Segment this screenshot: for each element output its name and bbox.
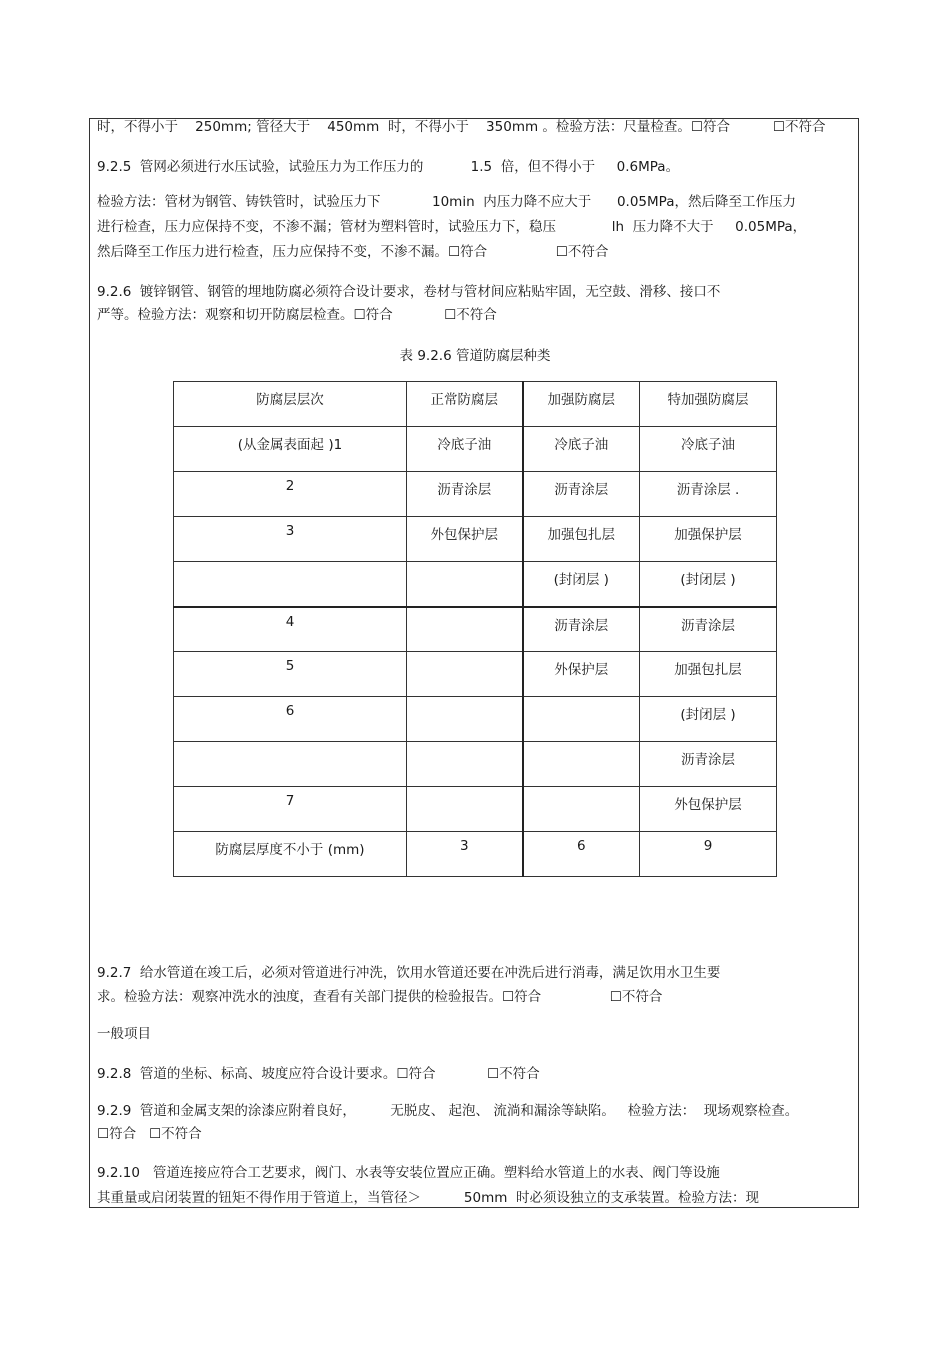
clause-9-2-9: 9.2.9 管道和金属支架的涂漆应附着良好， 无脱皮、 起泡、 流淌和漏涂等缺陷。 检验方法： 现场观察检查。 (97, 1103, 799, 1119)
clause-9-2-8: 9.2.8 管道的坐标、标高、坡度应符合设计要求。☐符合 ☐不符合 (97, 1066, 540, 1082)
table-row (174, 562, 777, 607)
table-cell: 冷底子油 (407, 427, 523, 472)
table-row (174, 697, 777, 742)
paragraph-line: 进行检查，压力应保持不变，不渗不漏；管材为塑料管时，试验压力下，稳压 lh 压力降不大于 0.05MPa， (97, 219, 807, 235)
table-header-row (174, 382, 777, 427)
table-cell: 沥青涂层 . (640, 472, 777, 517)
table-row (174, 652, 777, 697)
clause-9-2-10: 9.2.10 管道连接应符合工艺要求，阀门、水表等安装位置应正确。塑料给水管道上的水表、阀门等设施 (97, 1165, 720, 1181)
table-cell (523, 742, 640, 787)
table-cell (407, 562, 523, 607)
paragraph-line: 时，不得小于 250mm; 管径大于 450mm 时，不得小于 350mm 。检验方法：尺量检查。☐符合 ☐不符合 (97, 119, 826, 135)
clause-9-2-5: 9.2.5 管网必须进行水压试验，试验压力为工作压力的 1.5 倍，但不得小于 0.6MPa。 (97, 159, 680, 175)
table-cell: 外包保护层 (640, 787, 777, 832)
section-heading: 一般项目 (97, 1026, 151, 1042)
table-cell (407, 787, 523, 832)
table-cell: 沥青涂层 (640, 742, 777, 787)
table-cell: (封闭层 ) (523, 562, 640, 607)
table-cell (523, 697, 640, 742)
table-cell: 6 (174, 697, 407, 742)
table-cell: 3 (407, 832, 523, 877)
table-row (174, 517, 777, 562)
table-header-cell: 防腐层层次 (174, 382, 407, 427)
paragraph-line: 检验方法：管材为钢管、铸铁管时，试验压力下 10min 内压力降不应大于 0.05MPa，然后降至工作压力 (97, 194, 796, 210)
table-cell: 冷底子油 (523, 427, 640, 472)
table-header-cell: 特加强防腐层 (640, 382, 777, 427)
clause-9-2-6: 9.2.6 镀锌钢管、钢管的埋地防腐必须符合设计要求，卷材与管材间应粘贴牢固，无空鼓、滑移、接口不 (97, 284, 721, 300)
table-cell: 沥青涂层 (407, 472, 523, 517)
paragraph-line: 严等。检验方法：观察和切开防腐层检查。☐符合 ☐不符合 (97, 307, 497, 323)
table-cell: 沥青涂层 (523, 607, 640, 652)
table-cell: (封闭层 ) (640, 697, 777, 742)
table-cell: 4 (174, 607, 407, 652)
table-cell: (从金属表面起 )1 (174, 427, 407, 472)
table-row (174, 427, 777, 472)
table-cell: 7 (174, 787, 407, 832)
table-cell: 3 (174, 517, 407, 562)
paragraph-line: 然后降至工作压力进行检查，压力应保持不变，不渗不漏。☐符合 ☐不符合 (97, 244, 609, 260)
table-cell: 6 (523, 832, 640, 877)
table-cell (407, 607, 523, 652)
paragraph-line: ☐符合 ☐不符合 (97, 1126, 202, 1142)
table-row (174, 742, 777, 787)
table-cell: 冷底子油 (640, 427, 777, 472)
table-cell: (封闭层 ) (640, 562, 777, 607)
table-cell: 加强包扎层 (523, 517, 640, 562)
table-cell (523, 787, 640, 832)
anticorrosion-table (173, 381, 777, 877)
table-row (174, 787, 777, 832)
table-cell: 5 (174, 652, 407, 697)
table-caption: 表 9.2.6 管道防腐层种类 (399, 348, 551, 364)
clause-9-2-7: 9.2.7 给水管道在竣工后，必须对管道进行冲洗，饮用水管道还要在冲洗后进行消毒，满足饮用水卫生要 (97, 965, 721, 981)
table-cell: 防腐层厚度不小于 (mm) (174, 832, 407, 877)
table-row (174, 607, 777, 652)
table-cell (174, 742, 407, 787)
table-header-cell: 正常防腐层 (407, 382, 523, 427)
table-row (174, 472, 777, 517)
table-cell: 加强保护层 (640, 517, 777, 562)
table-cell: 外保护层 (523, 652, 640, 697)
table-row (174, 832, 777, 877)
table-cell (407, 697, 523, 742)
table-cell: 9 (640, 832, 777, 877)
paragraph-line: 其重量或启闭装置的钮矩不得作用于管道上，当管径＞ 50mm 时必须设独立的支承装置。检验方法：现 (97, 1190, 759, 1206)
table-cell: 沥青涂层 (523, 472, 640, 517)
table-cell: 外包保护层 (407, 517, 523, 562)
table-header-cell: 加强防腐层 (523, 382, 640, 427)
table-cell: 2 (174, 472, 407, 517)
table-cell (407, 742, 523, 787)
table-cell (407, 652, 523, 697)
paragraph-line: 求。检验方法：观察冲洗水的浊度，查看有关部门提供的检验报告。☐符合 ☐不符合 (97, 989, 663, 1005)
table-cell: 加强包扎层 (640, 652, 777, 697)
table-cell: 沥青涂层 (640, 607, 777, 652)
table-cell (174, 562, 407, 607)
